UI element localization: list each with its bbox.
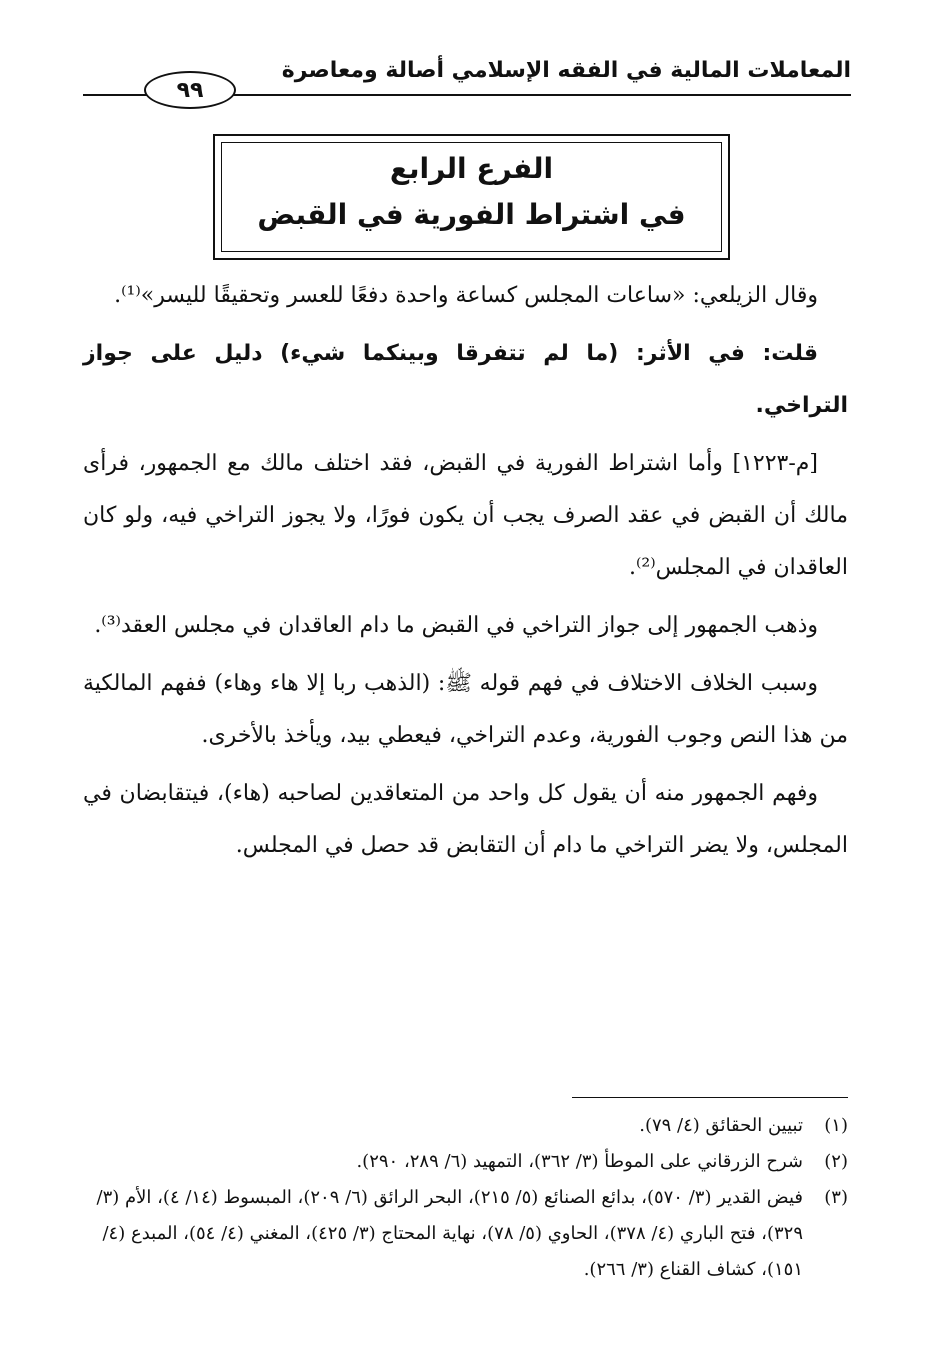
footnote [83, 1180, 848, 1288]
footnote [83, 1144, 848, 1180]
paragraph: قلت: في الأثر: (ما لم تتفرقا وبينكما شيء) دليل على جواز التراخي. [83, 341, 848, 418]
footnote-number: (١) [824, 1115, 848, 1136]
paragraph: وفهم الجمهور منه أن يقول كل واحد من المتعاقدين لصاحبه (هاء)، فيتقابضان في المجلس، ولا يضر التراخي ما دام أن التقابض قد حصل في المجلس. [83, 781, 848, 858]
footnote [83, 1108, 848, 1144]
footnote-text: فيض القدير (٣/ ٥٧٠)، بدائع الصنائع (٥/ ٢١٥)، البحر الرائق (٦/ ٢٠٩)، المبسوط (١٤/ ٤)، الأم (٣/ ٣٢٩)، فتح الباري (٤/ ٣٧٨)، الحاوي (٥/ ٧٨)، نهاية المحتاج (٣/ ٤٢٥)، المغني (٤/ ٥٤)، المبدع (٤/ ١٥١)، كشاف القناع (٣/ ٢٦٦). [96, 1187, 803, 1280]
section-title-line-2: في اشتراط الفورية في القبض [257, 198, 686, 231]
footnote-separator [572, 1097, 848, 1098]
page-number: ٩٩ [144, 71, 236, 109]
footnote-text: شرح الزرقاني على الموطأ (٣/ ٣٦٢)، التمهيد (٦/ ٢٨٩، ٢٩٠). [356, 1151, 803, 1172]
running-header-title: المعاملات المالية في الفقه الإسلامي أصالة ومعاصرة [281, 58, 851, 83]
body-text [83, 270, 848, 878]
paragraph: [م-١٢٢٣] وأما اشتراط الفورية في القبض، فقد اختلف مالك مع الجمهور، فرأى مالك أن القبض في عقد الصرف يجب أن يكون فورًا، ولا يجوز التراخي فيه، ولو كان العاقدان في المجلس⁽²⁾. [83, 451, 848, 580]
paragraph: وذهب الجمهور إلى جواز التراخي في القبض ما دام العاقدان في مجلس العقد⁽³⁾. [94, 613, 818, 638]
section-title-line-1: الفرع الرابع [389, 152, 554, 185]
footnote-number: (٢) [824, 1151, 848, 1172]
paragraph: وقال الزيلعي: «ساعات المجلس كساعة واحدة دفعًا للعسر وتحقيقًا لليسر»⁽¹⁾. [114, 283, 818, 308]
footnote-text: تبيين الحقائق (٤/ ٧٩). [639, 1115, 803, 1136]
footnotes [83, 1108, 848, 1288]
paragraph: وسبب الخلاف الاختلاف في فهم قوله ﷺ: (الذهب ربا إلا هاء وهاء) ففهم المالكية من هذا النص وجوب الفورية، وعدم التراخي، فيعطي بيد، ويأخذ بالأخرى. [83, 671, 848, 748]
section-title-box [213, 134, 730, 260]
footnote-number: (٣) [824, 1187, 848, 1208]
